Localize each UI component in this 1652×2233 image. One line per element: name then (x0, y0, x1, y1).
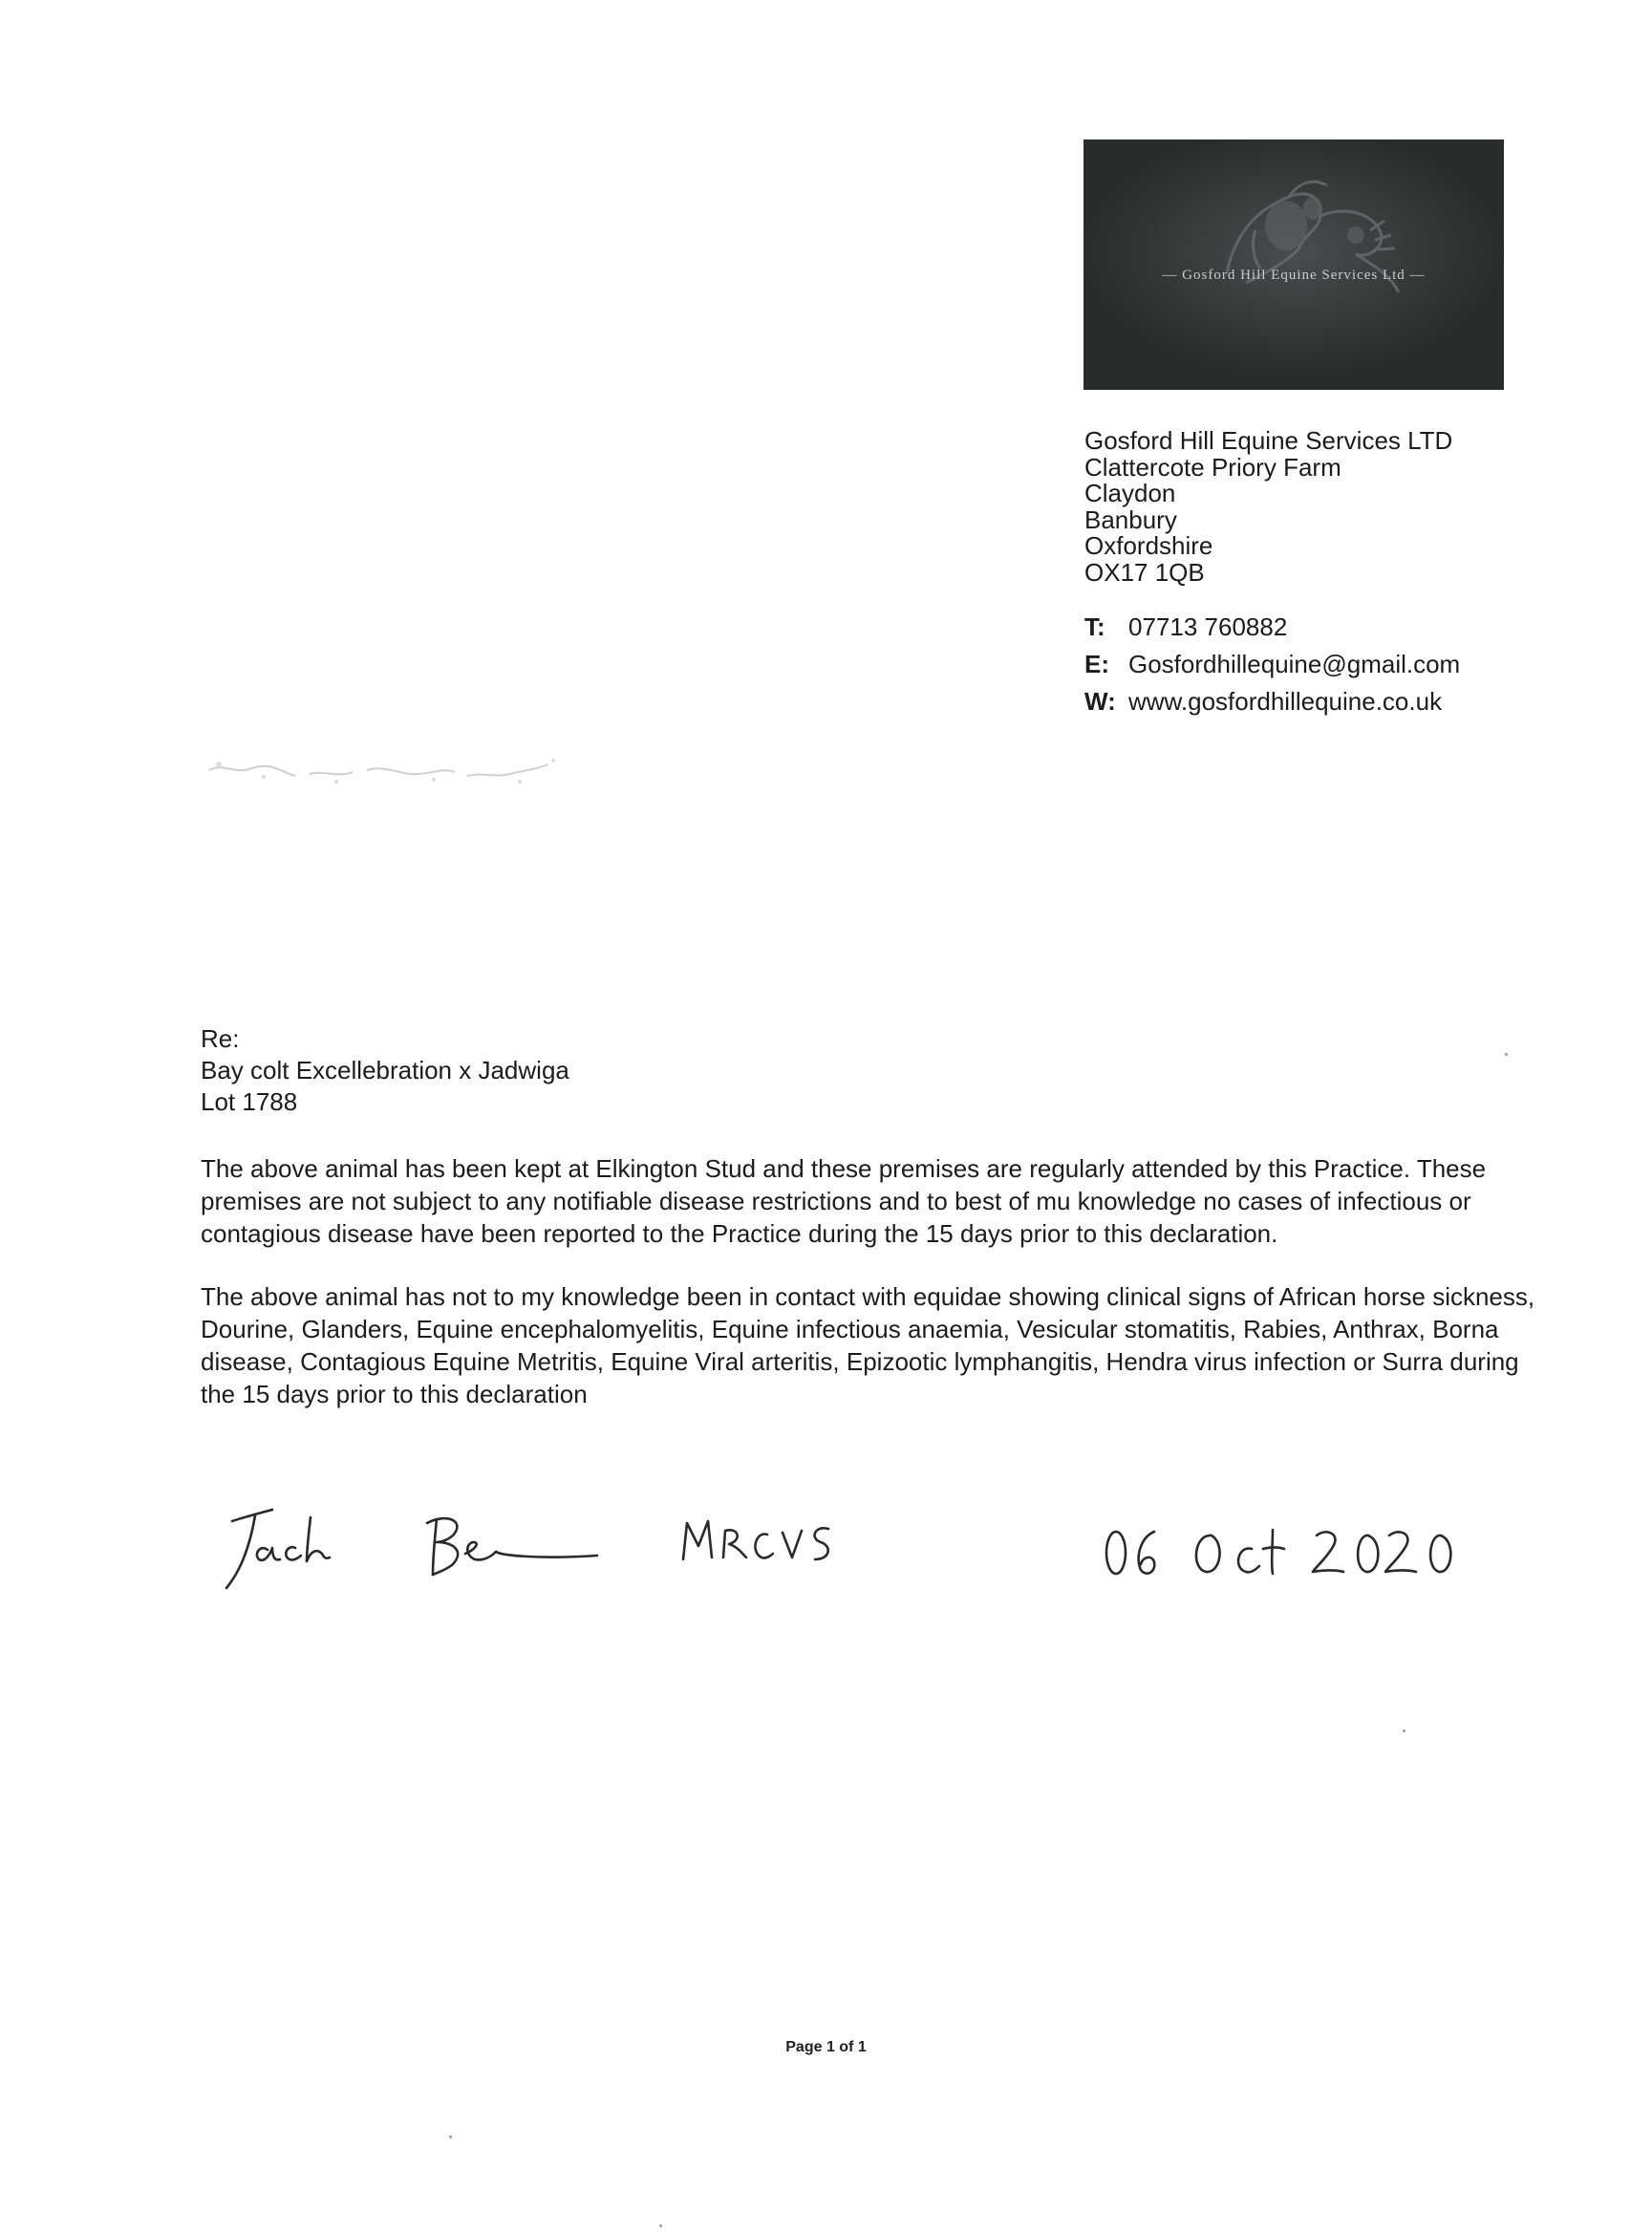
re-label: Re: (201, 1024, 240, 1053)
scan-speck (1505, 1053, 1508, 1056)
company-contacts (1084, 609, 1460, 720)
declaration-paragraph-premises: The above animal has been kept at Elkington Stud and these premises are regularly attended by this Practice. These premises are not subject to any notifiable disease restrictions and to best of mu knowledge no cases of infectious or contagious disease have been reported to the Practice during the 15 days prior to this declaration. (201, 1154, 1487, 1248)
address-line: Oxfordshire (1084, 531, 1213, 560)
scan-speck (1403, 1729, 1405, 1732)
reference-block (201, 1023, 569, 1118)
contact-label: E: (1084, 650, 1109, 678)
lot-number: Lot 1788 (201, 1087, 298, 1116)
company-logo (1083, 140, 1504, 390)
declaration-paragraph-diseases: The above animal has not to my knowledge been in contact with equidae showing clinical signs of African horse sickness, Dourine, Glanders, Equine encephalomyelitis, Equine infectious anaemia, Vesicular stomatitis, Rabies, Anthrax, Borna disease, Contagious Equine Metritis, Equine Viral arteritis, Epizootic lymphangitis, Hendra virus infection or Surra during the 15 days prior to this declaration (201, 1282, 1535, 1408)
scan-smudge (204, 751, 568, 789)
address-line: Banbury (1084, 505, 1177, 534)
horse-emblem-icon (1083, 140, 1504, 390)
logo-text: — Gosford Hill Equine Services Ltd — (1162, 268, 1426, 283)
phone-number: 07713 760882 (1128, 612, 1288, 641)
contact-label: W: (1084, 687, 1116, 716)
contact-website (1084, 683, 1460, 720)
address-line: Gosford Hill Equine Services LTD (1084, 426, 1453, 455)
page-number: Page 1 of 1 (785, 2039, 867, 2055)
scan-speck (659, 2224, 662, 2227)
address-line: OX17 1QB (1084, 557, 1205, 587)
contact-phone (1084, 609, 1460, 646)
handwritten-signature (215, 1500, 884, 1605)
handwritten-date (1099, 1514, 1462, 1591)
animal-description: Bay colt Excellebration x Jadwiga (201, 1056, 569, 1084)
website-url: www.gosfordhillequine.co.uk (1128, 687, 1443, 716)
address-line: Clattercote Priory Farm (1084, 452, 1341, 482)
contact-email (1084, 646, 1460, 683)
scan-speck (449, 2136, 452, 2138)
address-line: Claydon (1084, 479, 1176, 507)
company-address (1084, 428, 1452, 586)
email-address: Gosfordhillequine@gmail.com (1128, 650, 1461, 678)
contact-label: T: (1084, 612, 1105, 641)
